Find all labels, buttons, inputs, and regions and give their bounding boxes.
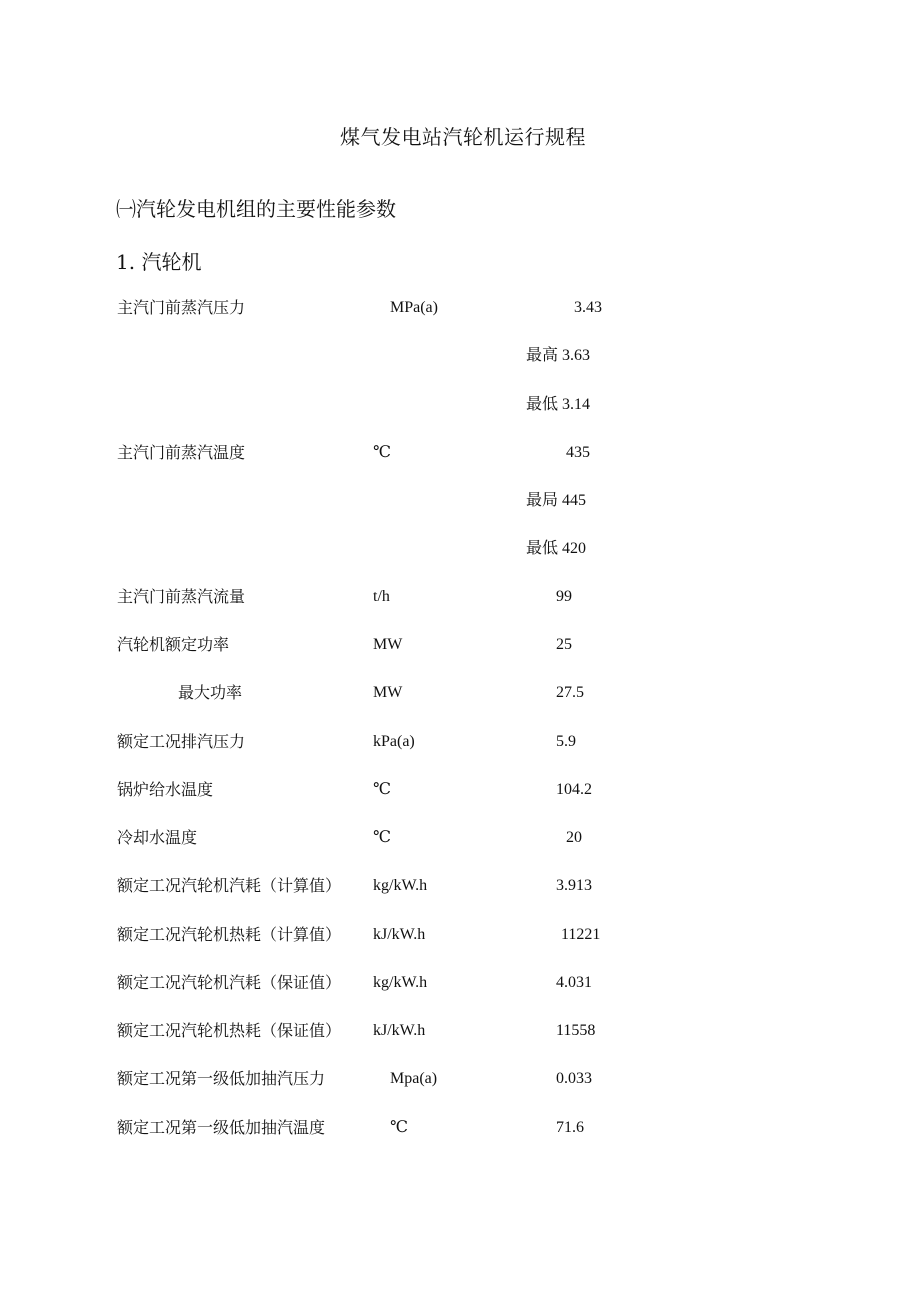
param-value: 3.913 <box>556 877 592 894</box>
param-row-rated-power <box>0 633 920 657</box>
param-row-steam-pressure-min <box>0 393 920 417</box>
param-unit: Mpa(a) <box>390 1070 438 1087</box>
param-unit: kJ/kW.h <box>373 1022 426 1039</box>
param-name: 冷却水温度 <box>117 828 198 847</box>
param-value: 104.2 <box>556 781 592 798</box>
param-row-max-power <box>0 681 920 705</box>
param-row-steam-pressure <box>0 296 920 320</box>
param-value: 4.031 <box>556 974 592 991</box>
param-value: 27.5 <box>556 684 584 701</box>
param-name: 最大功率 <box>178 683 243 702</box>
sub-heading: 1. 汽轮机 <box>116 250 202 274</box>
param-value: 99 <box>556 588 572 605</box>
param-unit: MW <box>373 636 403 653</box>
param-value: 最低 3.14 <box>526 396 591 413</box>
param-row-feedwater-temperature <box>0 778 920 802</box>
param-value: 20 <box>566 829 582 846</box>
param-name: 主汽门前蒸汽压力 <box>117 298 246 317</box>
param-row-steam-flow <box>0 585 920 609</box>
param-row-steam-pressure-max <box>0 344 920 368</box>
param-name: 汽轮机额定功率 <box>117 635 230 654</box>
param-value: 0.033 <box>556 1070 592 1087</box>
param-unit: kg/kW.h <box>373 877 428 894</box>
param-name: 额定工况第一级低加抽汽压力 <box>117 1069 326 1088</box>
param-row-steam-rate-guaranteed <box>0 971 920 995</box>
param-value: 3.43 <box>574 299 602 316</box>
param-row-steam-rate-calculated <box>0 874 920 898</box>
param-unit: MPa(a) <box>390 299 438 316</box>
param-name: 主汽门前蒸汽流量 <box>117 587 246 606</box>
param-value: 71.6 <box>556 1119 584 1136</box>
param-row-cooling-water-temperature <box>0 826 920 850</box>
param-unit: kJ/kW.h <box>373 926 426 943</box>
param-name: 额定工况汽轮机热耗（保证值） <box>117 1021 342 1040</box>
param-unit: ℃ <box>373 781 391 798</box>
param-value: 最局 445 <box>526 492 587 509</box>
param-row-heat-rate-guaranteed <box>0 1019 920 1043</box>
param-name: 主汽门前蒸汽温度 <box>117 443 246 462</box>
section-heading: ㈠汽轮发电机组的主要性能参数 <box>116 197 396 221</box>
param-name: 额定工况第一级低加抽汽温度 <box>117 1118 326 1137</box>
param-unit: t/h <box>373 588 390 605</box>
param-row-steam-temperature-max <box>0 489 920 513</box>
param-row-extraction-pressure <box>0 1067 920 1091</box>
param-unit: kPa(a) <box>373 733 415 750</box>
param-name: 额定工况汽轮机汽耗（保证值） <box>117 973 342 992</box>
param-row-exhaust-pressure <box>0 730 920 754</box>
param-unit: ℃ <box>373 829 391 846</box>
param-unit: MW <box>373 684 403 701</box>
param-row-extraction-temperature <box>0 1116 920 1140</box>
param-unit: ℃ <box>373 444 391 461</box>
param-value: 最低 420 <box>526 540 587 557</box>
param-name: 额定工况汽轮机汽耗（计算值） <box>117 876 342 895</box>
document-title: 煤气发电站汽轮机运行规程 <box>340 125 586 149</box>
param-value: 25 <box>556 636 572 653</box>
param-value: 11221 <box>561 926 601 943</box>
param-row-heat-rate-calculated <box>0 923 920 947</box>
param-row-steam-temperature <box>0 441 920 465</box>
param-value: 最高 3.63 <box>526 347 591 364</box>
param-name: 额定工况汽轮机热耗（计算值） <box>117 925 342 944</box>
param-value: 435 <box>566 444 590 461</box>
param-name: 额定工况排汽压力 <box>117 732 246 751</box>
param-value: 5.9 <box>556 733 576 750</box>
param-value: 11558 <box>556 1022 596 1039</box>
param-unit: ℃ <box>390 1119 408 1136</box>
param-name: 锅炉给水温度 <box>117 780 214 799</box>
param-unit: kg/kW.h <box>373 974 428 991</box>
param-row-steam-temperature-min <box>0 537 920 561</box>
